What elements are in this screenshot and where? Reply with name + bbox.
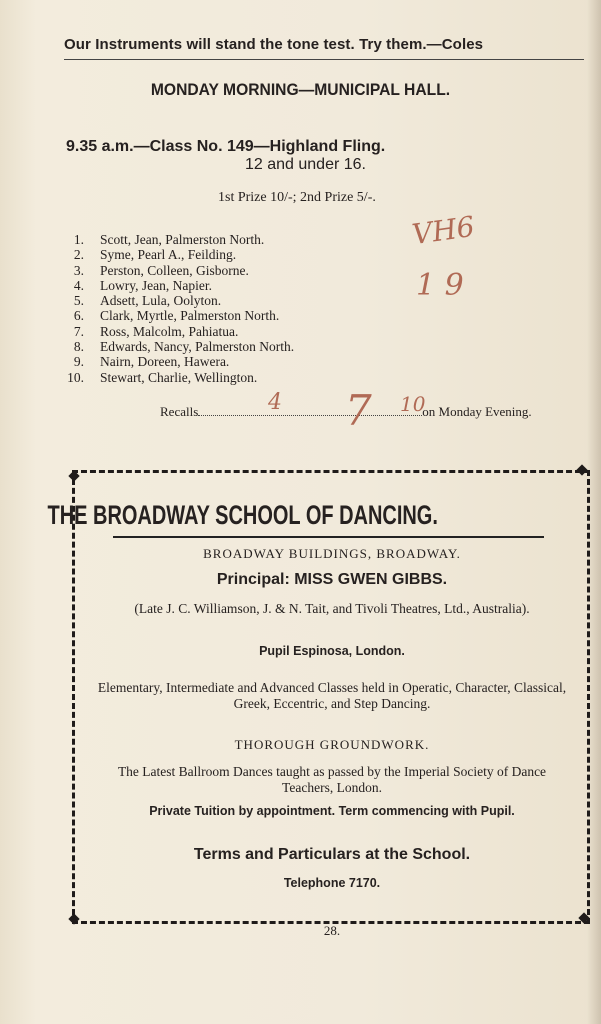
entrant-name: Ross, Malcolm, Pahiatua. — [100, 323, 239, 339]
entrant-name: Adsett, Lula, Oolyton. — [100, 293, 222, 309]
advert-telephone: Telephone 7170. — [283, 876, 381, 890]
header-rule — [64, 59, 584, 60]
entrant-number: 6. — [73, 308, 84, 324]
entrant-number: 5. — [73, 293, 84, 309]
advert-ballroom: The Latest Ballroom Dances taught as passed by the Imperial Society of Dance Teachers, London. — [117, 764, 547, 795]
header-advertisement: Our Instruments will stand the tone test. Try them.—Coles — [64, 36, 484, 53]
handwritten-note-mid: 1 9 — [416, 268, 464, 303]
advert-groundwork: THOROUGH GROUNDWORK. — [234, 737, 430, 752]
event-age-line: 12 and under 16. — [245, 156, 366, 173]
advert-title-rule — [113, 536, 544, 538]
advert-tuition: Private Tuition by appointment. Term commencing with Pupil. — [149, 804, 515, 818]
advert-address: BROADWAY BUILDINGS, BROADWAY. — [203, 546, 461, 561]
recalls-label: Recalls — [160, 404, 199, 419]
page-number: 28. — [323, 923, 341, 938]
entrant-name: Perston, Colleen, Gisborne. — [100, 262, 249, 278]
advert-title: THE BROADWAY SCHOOL OF DANCING. — [47, 500, 438, 530]
entrant-number: 8. — [73, 339, 84, 355]
event-class-line: 9.35 a.m.—Class No. 149—Highland Fling. — [66, 138, 386, 155]
entrant-number: 3. — [73, 262, 84, 278]
entrant-name: Syme, Pearl A., Feilding. — [100, 247, 237, 263]
entrant-number: 9. — [73, 354, 84, 370]
list-item — [60, 293, 294, 308]
handwritten-note-top: VH6 — [410, 209, 477, 252]
list-item — [60, 247, 294, 262]
entrant-name: Nairn, Doreen, Hawera. — [100, 354, 230, 370]
entrant-number: 1. — [73, 232, 84, 247]
entrant-list — [60, 232, 294, 385]
handwritten-recall-b: 7 — [345, 386, 372, 435]
list-item — [60, 339, 294, 354]
entrant-number: 2. — [73, 247, 84, 263]
advert-credentials: (Late J. C. Williamson, J. & N. Tait, and Tivoli Theatres, Ltd., Australia). — [134, 601, 530, 616]
section-heading: MONDAY MORNING—MUNICIPAL HALL. — [150, 80, 451, 99]
list-item — [60, 324, 294, 339]
advert-principal: Principal: MISS GWEN GIBBS. — [216, 571, 448, 588]
event-prizes: 1st Prize 10/-; 2nd Prize 5/-. — [218, 190, 376, 205]
entrant-name: Lowry, Jean, Napier. — [100, 277, 212, 293]
entrant-name: Edwards, Nancy, Palmerston North. — [100, 339, 295, 355]
handwritten-recall-a: 4 — [268, 390, 282, 415]
list-item — [60, 263, 294, 278]
recalls-dotted-leader — [198, 405, 422, 416]
entrant-number: 7. — [73, 323, 84, 339]
list-item — [60, 232, 294, 247]
advert-terms: Terms and Particulars at the School. — [193, 846, 471, 863]
advert-classes: Elementary, Intermediate and Advanced Classes held in Operatic, Character, Classical, Greek, Eccentric, and Step Dancing. — [97, 680, 567, 711]
entrant-name: Scott, Jean, Palmerston North. — [100, 232, 265, 247]
entrant-number: 10. — [67, 369, 84, 385]
list-item — [60, 370, 294, 385]
list-item — [60, 354, 294, 369]
entrant-number: 4. — [73, 277, 84, 293]
handwritten-recall-c: 10 — [400, 392, 426, 416]
entrant-name: Clark, Myrtle, Palmerston North. — [100, 308, 280, 324]
list-item — [60, 278, 294, 293]
advert-pupil-of: Pupil Espinosa, London. — [259, 644, 405, 658]
entrant-name: Stewart, Charlie, Wellington. — [100, 369, 258, 385]
recalls-suffix: on Monday Evening. — [422, 404, 532, 419]
list-item — [60, 308, 294, 323]
